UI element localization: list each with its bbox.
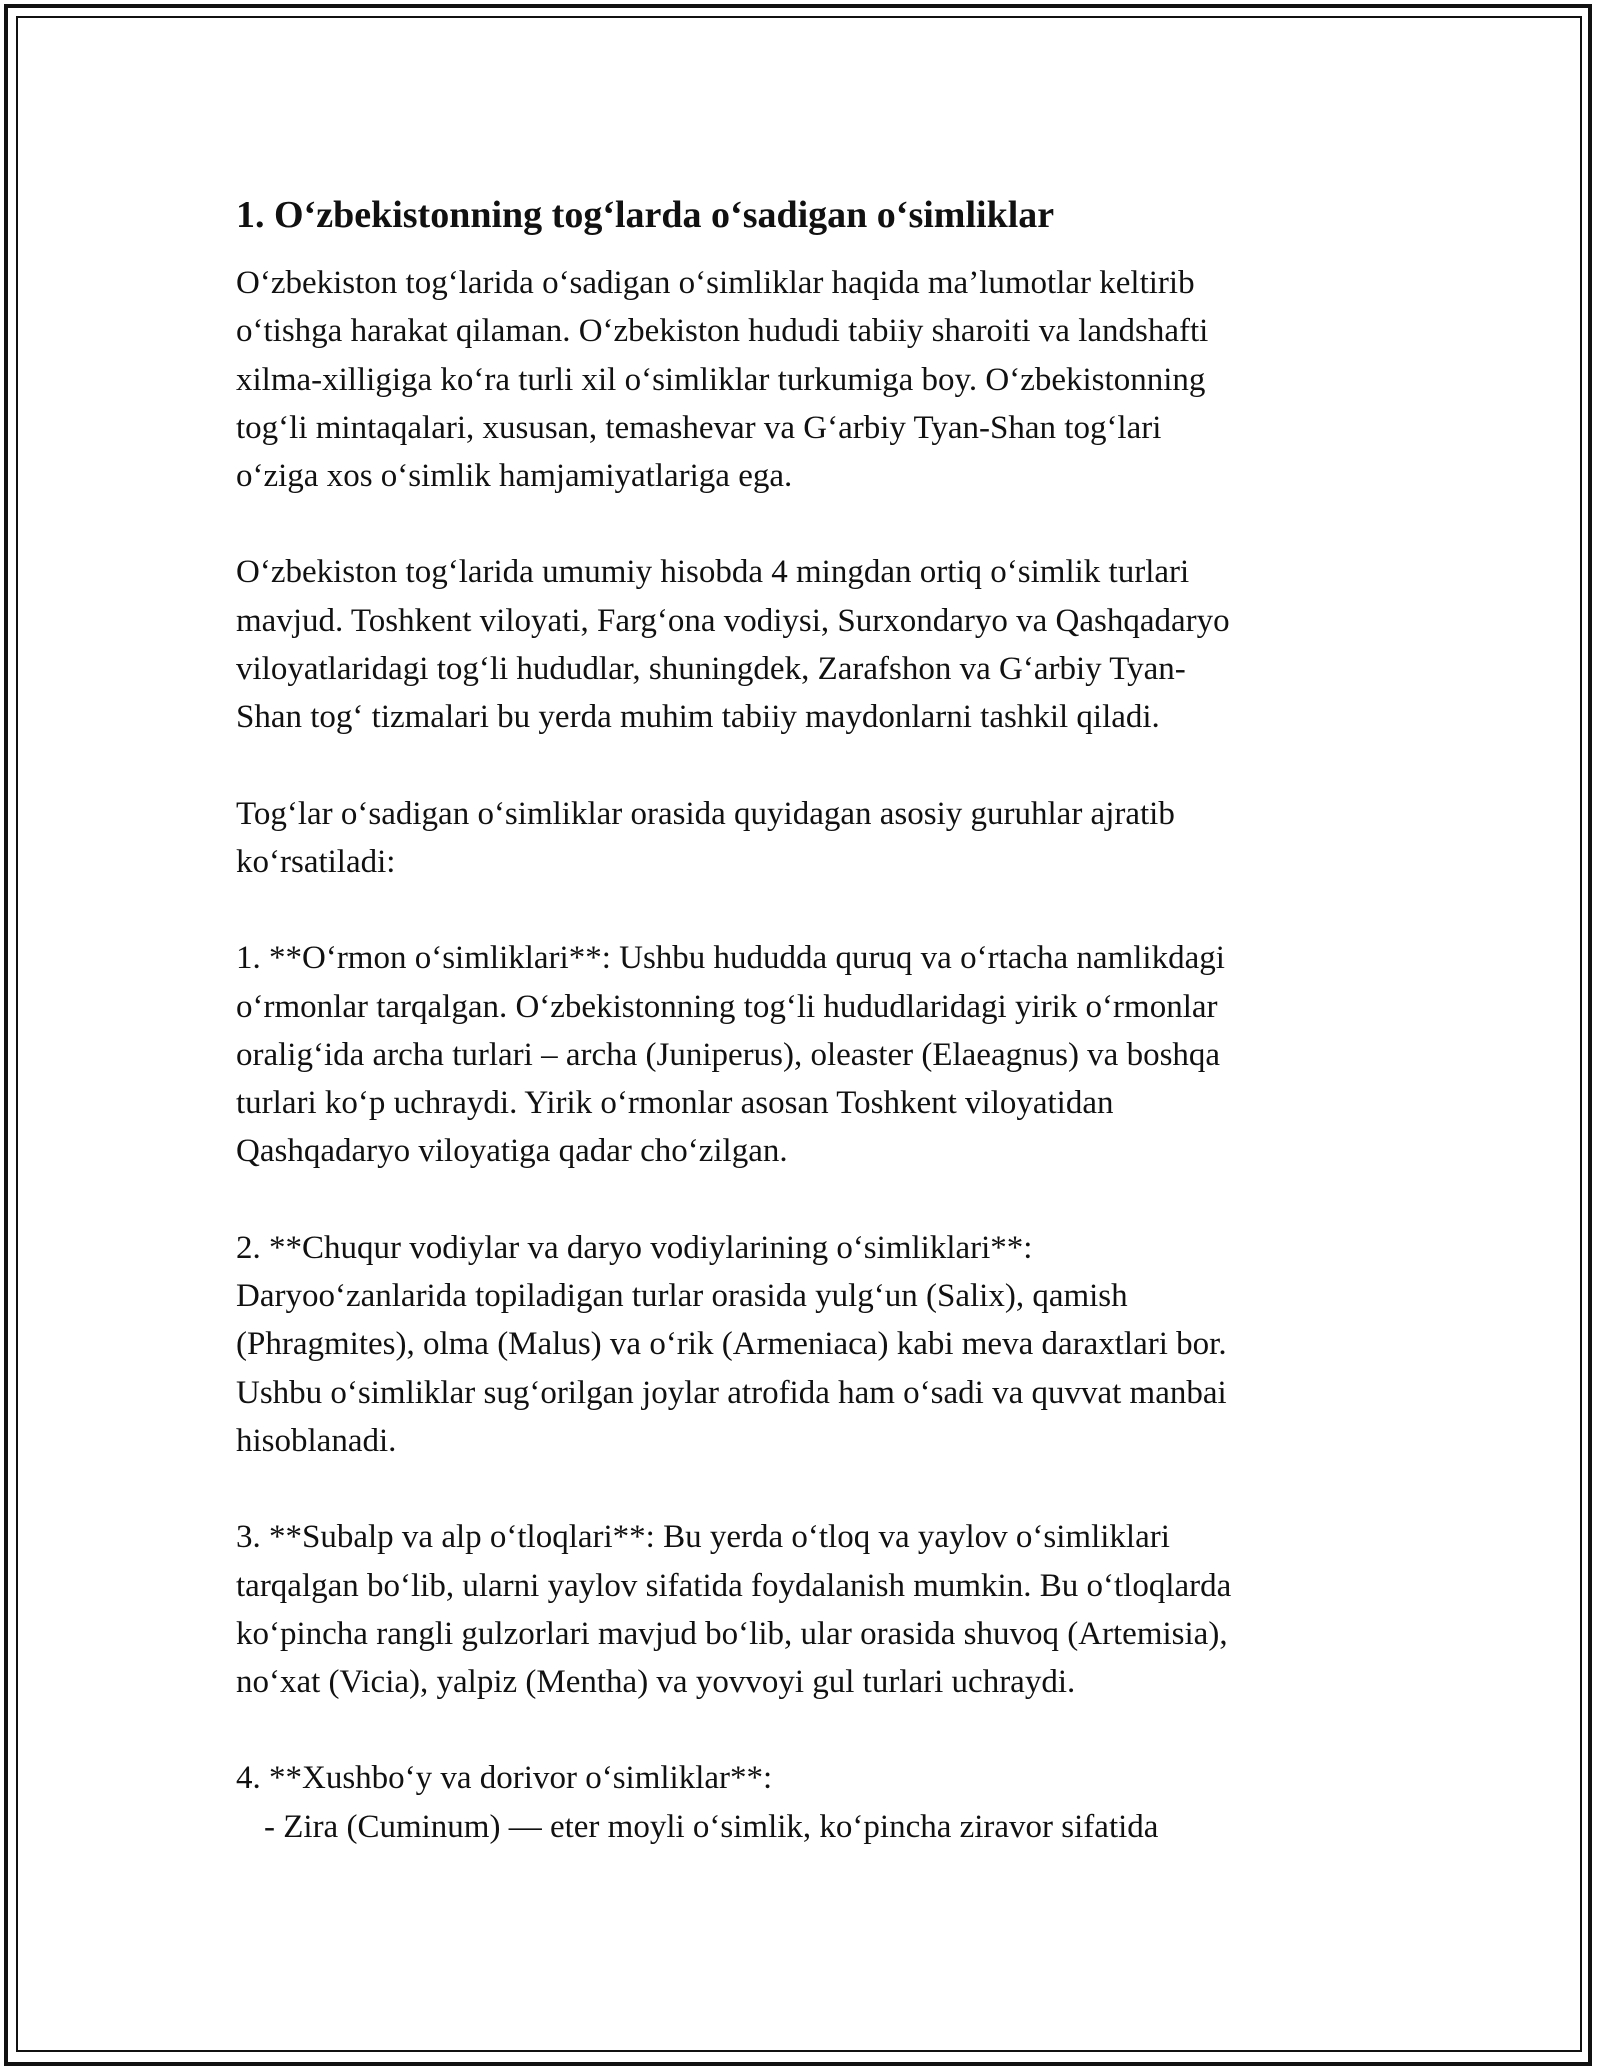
text-line: Qashqadaryo viloyatiga qadar cho‘zilgan. bbox=[236, 1133, 788, 1170]
text-line: (Phragmites), olma (Malus) va o‘rik (Armeniaca) kabi meva daraxtlari bor. bbox=[236, 1326, 1227, 1363]
text-line: Tog‘lar o‘sadigan o‘simliklar orasida quyidagan asosiy guruhlar ajratib bbox=[236, 795, 1175, 832]
list-item-meadow-plants bbox=[236, 1513, 1366, 1706]
paragraph-intro bbox=[236, 259, 1366, 500]
document-title: 1. O‘zbekistonning tog‘larda o‘sadigan o‘simliklar bbox=[236, 194, 1055, 236]
text-line: Ushbu o‘simliklar sug‘orilgan joylar atrofida ham o‘sadi va quvvat manbai bbox=[236, 1374, 1227, 1411]
text-line: 4. **Xushbo‘y va dorivor o‘simliklar**: bbox=[236, 1760, 773, 1797]
text-line: ko‘pincha rangli gulzorlari mavjud bo‘lib, ular orasida shuvoq (Artemisia), bbox=[236, 1615, 1228, 1652]
paragraph-species-count bbox=[236, 548, 1366, 741]
list-item-valley-plants bbox=[236, 1224, 1366, 1465]
list-item-medicinal-plants bbox=[236, 1754, 1366, 1851]
text-line: oralig‘ida archa turlari – archa (Juniperus), oleaster (Elaeagnus) va boshqa bbox=[236, 1036, 1221, 1073]
text-line: tarqalgan bo‘lib, ularni yaylov sifatida foydalanish mumkin. Bu o‘tloqlarda bbox=[236, 1567, 1232, 1604]
text-line: ko‘rsatiladi: bbox=[236, 843, 396, 880]
document-body bbox=[236, 185, 1366, 1851]
text-line: 1. **O‘rmon o‘simliklari**: Ushbu hududda quruq va o‘rtacha namlikdagi bbox=[236, 940, 1225, 977]
text-line: O‘zbekiston tog‘larida umumiy hisobda 4 mingdan ortiq o‘simlik turlari bbox=[236, 554, 1190, 591]
text-line: mavjud. Toshkent viloyati, Farg‘ona vodiysi, Surxondaryo va Qashqadaryo bbox=[236, 602, 1230, 639]
text-line: 2. **Chuqur vodiylar va daryo vodiylarining o‘simliklari**: bbox=[236, 1229, 1033, 1266]
text-line: O‘zbekiston tog‘larida o‘sadigan o‘simliklar haqida ma’lumotlar keltirib bbox=[236, 265, 1195, 301]
text-line: tog‘li mintaqalari, xususan, temashevar va G‘arbiy Tyan-Shan tog‘lari bbox=[236, 409, 1162, 446]
paragraph-groups-intro bbox=[236, 790, 1366, 887]
text-line: Shan tog‘ tizmalari bu yerda muhim tabiiy maydonlarni tashkil qiladi. bbox=[236, 699, 1160, 736]
text-line: turlari ko‘p uchraydi. Yirik o‘rmonlar asosan Toshkent viloyatidan bbox=[236, 1085, 1114, 1122]
text-line: o‘rmonlar tarqalgan. O‘zbekistonning tog‘li hududlaridagi yirik o‘rmonlar bbox=[236, 988, 1218, 1025]
text-line: hisoblanadi. bbox=[236, 1422, 397, 1459]
text-line: no‘xat (Vicia), yalpiz (Mentha) va yovvoyi gul turlari uchraydi. bbox=[236, 1664, 1076, 1701]
text-line: o‘ziga xos o‘simlik hamjamiyatlariga ega. bbox=[236, 458, 793, 495]
text-line: xilma-xilligiga ko‘ra turli xil o‘simliklar turkumiga boy. O‘zbekistonning bbox=[236, 361, 1206, 398]
sub-list-item: - Zira (Cuminum) — eter moyli o‘simlik, ko‘pincha ziravor sifatida bbox=[264, 1808, 1159, 1845]
text-line: 3. **Subalp va alp o‘tloqlari**: Bu yerda o‘tloq va yaylov o‘simliklari bbox=[236, 1519, 1170, 1556]
text-line: o‘tishga harakat qilaman. O‘zbekiston hududi tabiiy sharoiti va landshafti bbox=[236, 313, 1209, 350]
text-line: Daryoo‘zanlarida topiladigan turlar orasida yulg‘un (Salix), qamish bbox=[236, 1278, 1128, 1315]
text-line: viloyatlaridagi tog‘li hududlar, shuningdek, Zarafshon va G‘arbiy Tyan- bbox=[236, 651, 1186, 688]
list-item-forest-plants bbox=[236, 934, 1366, 1175]
